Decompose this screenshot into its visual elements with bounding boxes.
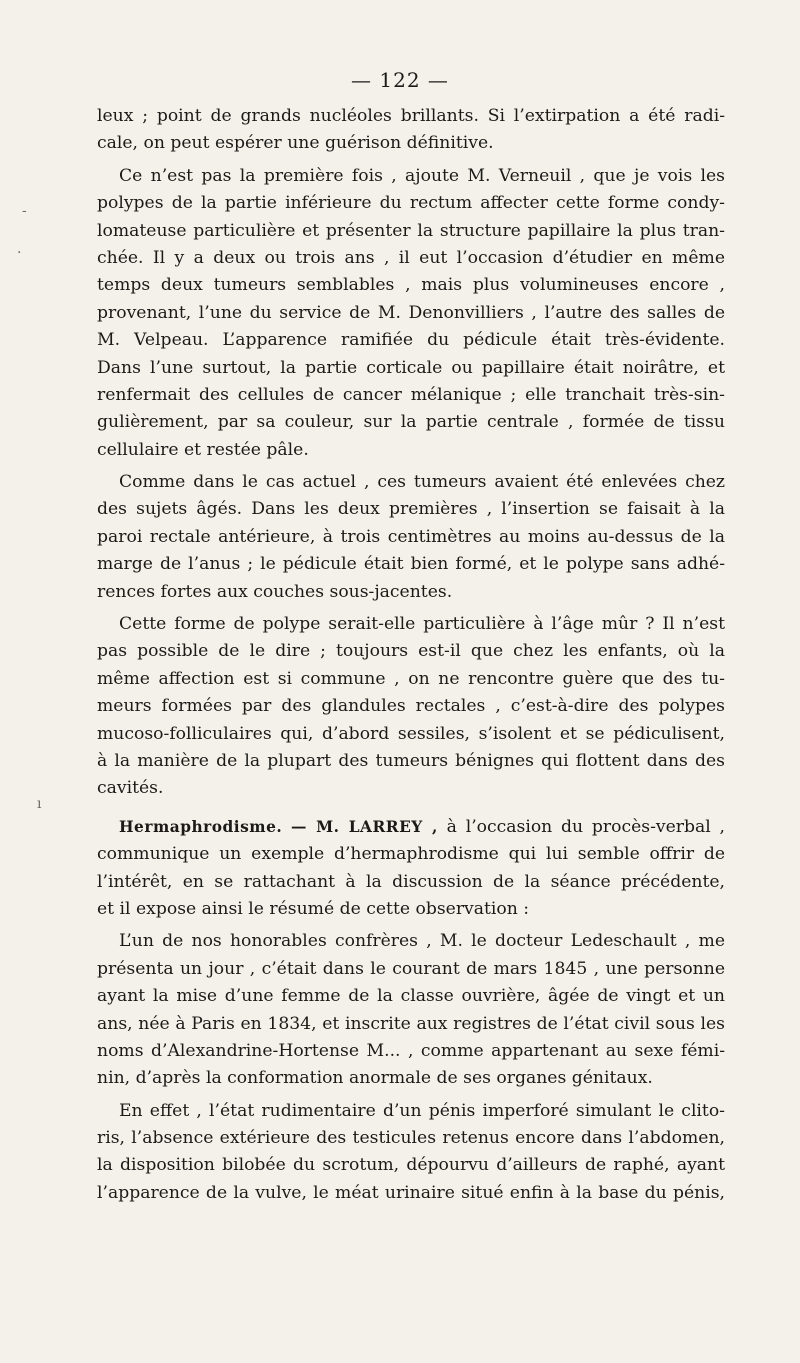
text-line: et il expose ainsi le résumé de cette observation : bbox=[97, 898, 530, 919]
text-line: ris, l’absence extérieure des testicules retenus encore dans l’abdomen, bbox=[97, 1128, 725, 1149]
text-line: l’intérêt, en se rattachant à la discussion de la séance précédente, bbox=[97, 871, 725, 892]
section-speaker: — M. LARREY , bbox=[291, 817, 438, 836]
margin-speck: · bbox=[17, 245, 22, 261]
text-line: rences fortes aux couches sous-jacentes. bbox=[97, 581, 453, 602]
text-line: renfermait des cellules de cancer mélanique ; elle tranchait très-sin- bbox=[97, 384, 725, 405]
section-heading-rest: à l’occasion du procès-verbal , bbox=[446, 816, 726, 837]
text-line: Comme dans le cas actuel , ces tumeurs avaient été enlevées chez bbox=[119, 472, 725, 493]
text-line: M. Velpeau. L’apparence ramifiée du pédicule était très-évidente. bbox=[97, 330, 725, 351]
text-line: nin, d’après la conformation anormale de ses organes génitaux. bbox=[97, 1068, 653, 1089]
text-line: même affection est si commune , on ne rencontre guère que des tu- bbox=[97, 668, 725, 689]
text-line: ans, née à Paris en 1834, et inscrite aux registres de l’état civil sous les bbox=[97, 1013, 725, 1034]
page-number: — 122 — bbox=[351, 68, 449, 92]
text-line: leux ; point de grands nucléoles brillants. Si l’extirpation a été radi- bbox=[97, 106, 725, 126]
text-line: polypes de la partie inférieure du rectum affecter cette forme condy- bbox=[97, 193, 725, 214]
text-line: Dans l’une surtout, la partie corticale ou papillaire était noirâtre, et bbox=[97, 357, 725, 378]
text-line: En effet , l’état rudimentaire d’un pénis imperforé simulant le clito- bbox=[119, 1100, 725, 1121]
text-line: temps deux tumeurs semblables , mais plus volumineuses encore , bbox=[97, 275, 725, 296]
text-line: cale, on peut espérer une guérison définitive. bbox=[97, 133, 494, 154]
text-line: meurs formées par des glandules rectales , c’est-à-dire des polypes bbox=[97, 696, 725, 717]
paragraph bbox=[97, 928, 725, 1092]
text-line: l’apparence de la vulve, le méat urinaire situé enfin à la base du pénis, bbox=[97, 1182, 725, 1203]
paragraph bbox=[97, 103, 725, 158]
section-heading-line bbox=[97, 814, 725, 841]
text-line: paroi rectale antérieure, à trois centimètres au moins au-dessus de la bbox=[97, 526, 725, 547]
paragraph bbox=[97, 611, 725, 803]
text-line: L’un de nos honorables confrères , M. le docteur Ledeschault , me bbox=[119, 931, 725, 952]
margin-speck: ‐ bbox=[22, 203, 27, 219]
body-text bbox=[97, 103, 725, 1207]
section-title: Hermaphrodisme. bbox=[119, 817, 283, 836]
text-line: mucoso-folliculaires qui, d’abord sessiles, s’isolent et se pédiculisent, bbox=[97, 723, 725, 744]
text-line: marge de l’anus ; le pédicule était bien formé, et le polype sans adhé- bbox=[97, 554, 725, 575]
text-line: chée. Il y a deux ou trois ans , il eut l’occasion d’étudier en même bbox=[97, 247, 725, 268]
text-line: ayant la mise d’une femme de la classe ouvrière, âgée de vingt et un bbox=[97, 986, 725, 1007]
text-line: gulièrement, par sa couleur, sur la partie centrale , formée de tissu bbox=[97, 412, 725, 433]
text-line: cavités. bbox=[97, 778, 164, 799]
text-line: Cette forme de polype serait-elle particulière à l’âge mûr ? Il n’est bbox=[119, 614, 725, 635]
text-line: Ce n’est pas la première fois , ajoute M. Verneuil , que je vois les bbox=[119, 165, 725, 186]
text-line: pas possible de le dire ; toujours est-il que chez les enfants, où la bbox=[97, 641, 725, 662]
text-line: communique un exemple d’hermaphrodisme qui lui semble offrir de bbox=[97, 844, 725, 865]
text-line: présenta un jour , c’était dans le courant de mars 1845 , une personne bbox=[97, 958, 725, 979]
paragraph bbox=[97, 1098, 725, 1208]
paragraph bbox=[97, 469, 725, 606]
text-line: des sujets âgés. Dans les deux premières , l’insertion se faisait à la bbox=[97, 499, 725, 520]
section bbox=[97, 814, 725, 924]
margin-speck: ı bbox=[37, 796, 42, 812]
text-line: noms d’Alexandrine-Hortense M... , comme appartenant au sexe fémi- bbox=[97, 1040, 725, 1061]
text-line: à la manière de la plupart des tumeurs bénignes qui flottent dans des bbox=[97, 750, 725, 771]
text-line: provenant, l’une du service de M. Denonvilliers , l’autre des salles de bbox=[97, 302, 725, 323]
text-line: cellulaire et restée pâle. bbox=[97, 439, 309, 460]
text-line: la disposition bilobée du scrotum, dépourvu d’ailleurs de raphé, ayant bbox=[97, 1155, 725, 1176]
text-line: lomateuse particulière et présenter la structure papillaire la plus tran- bbox=[97, 220, 725, 241]
paragraph bbox=[97, 163, 725, 464]
